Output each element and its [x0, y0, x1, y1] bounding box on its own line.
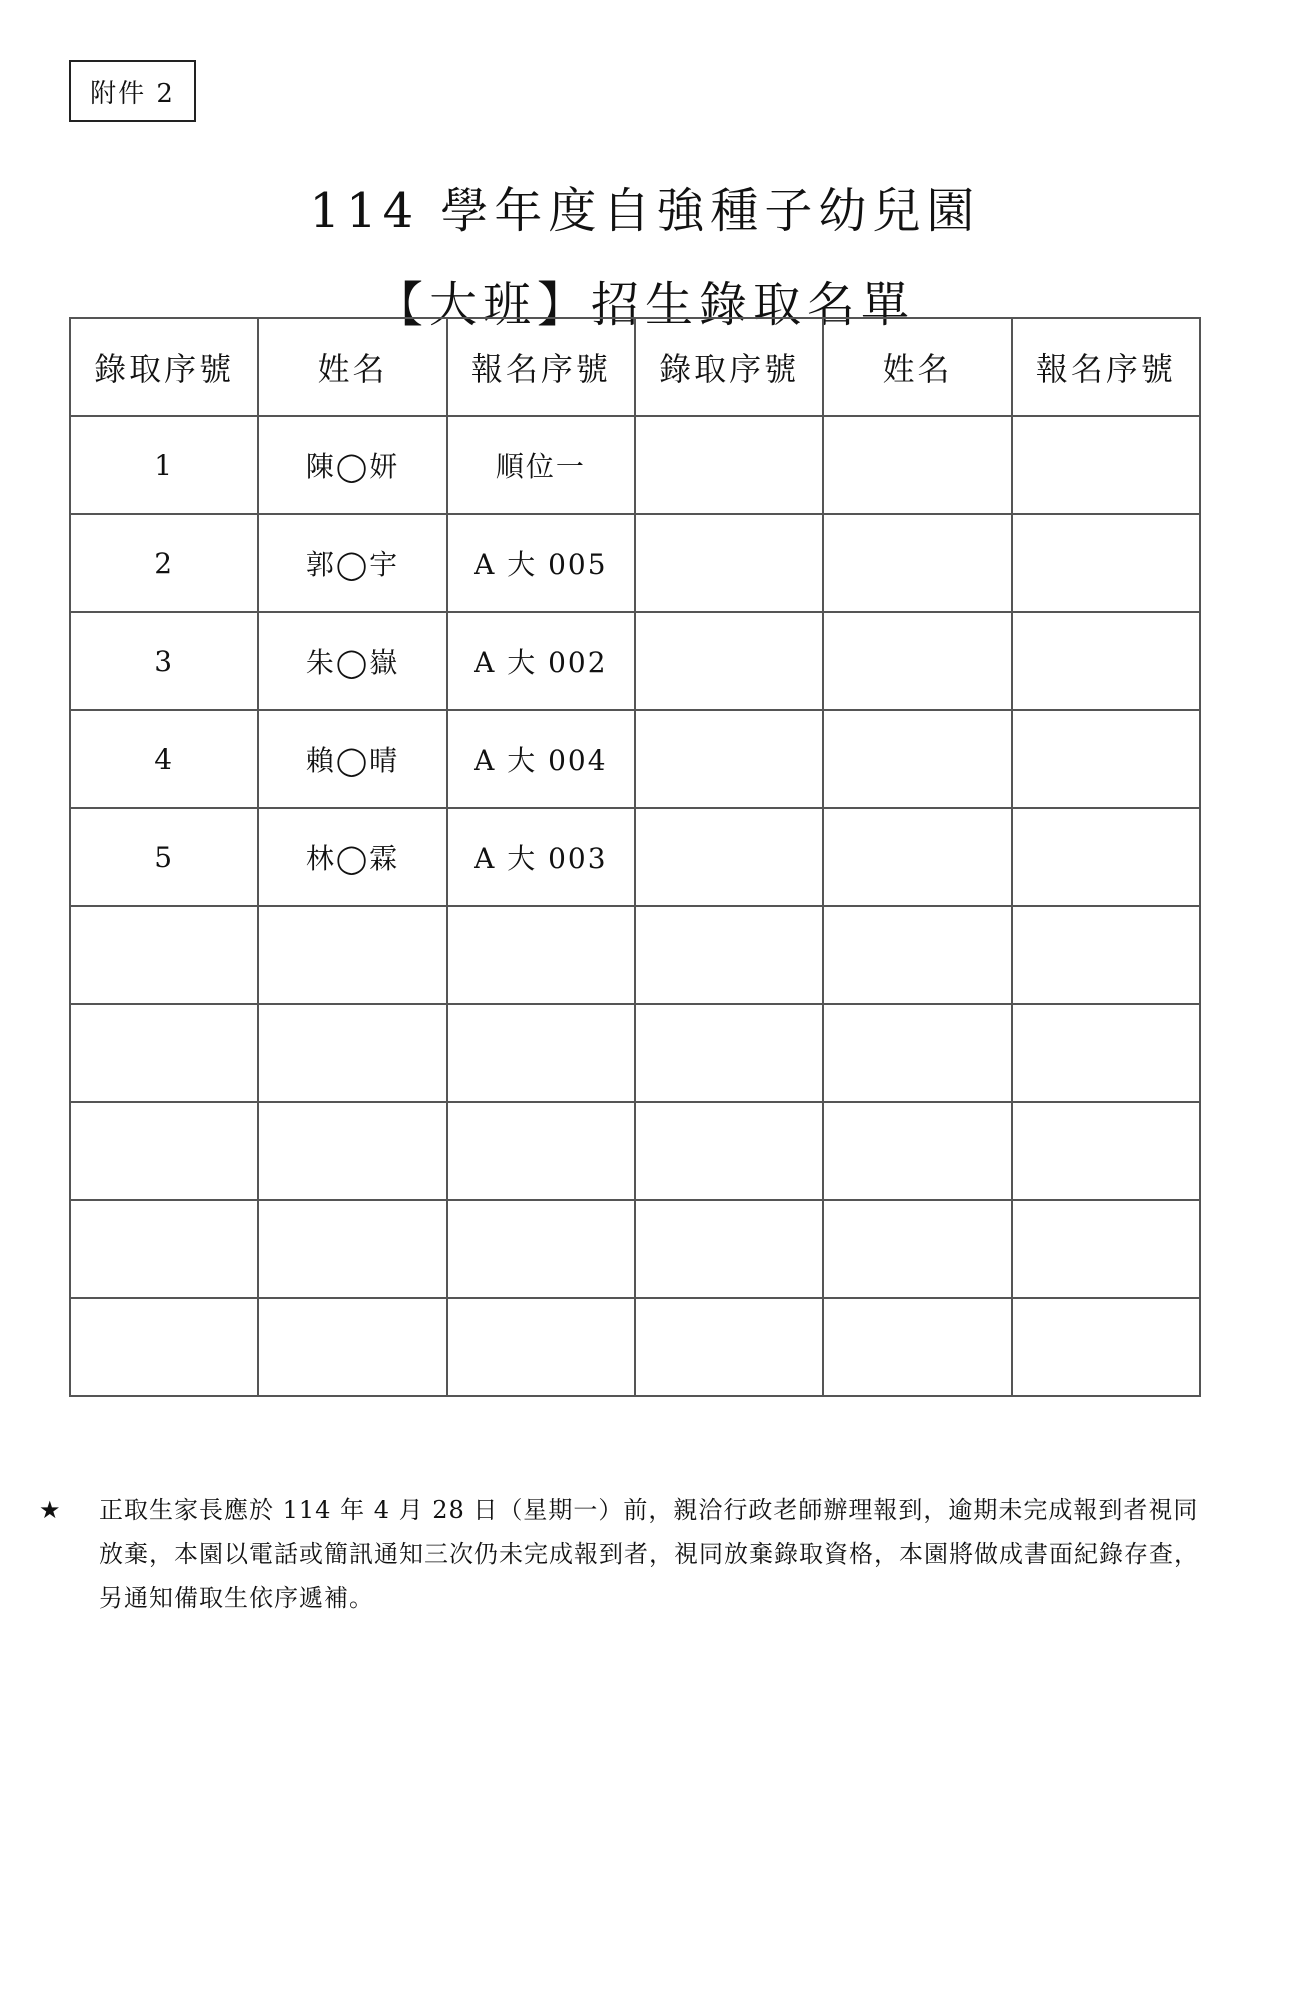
table-row: [70, 808, 1200, 906]
table-row: [70, 416, 1200, 514]
column-header-registration-no-2: 報名序號: [1012, 318, 1200, 416]
table-cell: A 大 003: [447, 808, 635, 906]
table-row: [70, 1102, 1200, 1200]
admission-table: [69, 317, 1201, 1397]
table-cell: [1012, 1298, 1200, 1396]
table-cell: [823, 416, 1011, 514]
table-cell: [70, 1298, 258, 1396]
table-cell: A 大 004: [447, 710, 635, 808]
star-icon: ★: [39, 1496, 62, 1524]
table-cell: [823, 1004, 1011, 1102]
table-cell: 賴◯晴: [258, 710, 446, 808]
note-text: 正取生家長應於 114 年 4 月 28 日（星期一）前，親洽行政老師辦理報到，逾期未完成報到者視同放棄，本園以電話或簡訊通知三次仍未完成報到者，視同放棄錄取資格，本園將做成書面紀錄存查，另通知備取生依序遞補。: [99, 1496, 1199, 1612]
table-cell: [635, 1102, 823, 1200]
table-row: [70, 514, 1200, 612]
page-title: 114 學年度自強種子幼兒園: [309, 183, 981, 240]
table-cell: [1012, 808, 1200, 906]
table-cell: 陳◯妍: [258, 416, 446, 514]
table-cell: 5: [70, 808, 258, 906]
table-cell: [1012, 1102, 1200, 1200]
table-cell: [70, 1102, 258, 1200]
table-cell: [823, 710, 1011, 808]
table-cell: [447, 1102, 635, 1200]
table-cell: [635, 906, 823, 1004]
table-cell: [1012, 1004, 1200, 1102]
table-cell: [258, 1298, 446, 1396]
table-cell: [635, 514, 823, 612]
table-cell: 1: [70, 416, 258, 514]
table-cell: A 大 005: [447, 514, 635, 612]
table-row: [70, 710, 1200, 808]
table-cell: 林◯霖: [258, 808, 446, 906]
attachment-label: 附件 2: [69, 60, 196, 122]
table-cell: [258, 1102, 446, 1200]
table-cell: [635, 612, 823, 710]
table-body: [70, 416, 1200, 1396]
column-header-name: 姓名: [258, 318, 446, 416]
table-row: [70, 1298, 1200, 1396]
table-cell: [258, 1200, 446, 1298]
table-cell: 朱◯嶽: [258, 612, 446, 710]
table-cell: [1012, 612, 1200, 710]
table-cell: [70, 1004, 258, 1102]
table-cell: [635, 710, 823, 808]
table-cell: [1012, 416, 1200, 514]
table-cell: [258, 906, 446, 1004]
admission-note: [39, 1488, 1219, 1620]
note-text-block: [39, 1488, 1219, 1620]
table-cell: [635, 808, 823, 906]
table-cell: [258, 1004, 446, 1102]
column-header-name-2: 姓名: [823, 318, 1011, 416]
column-header-admission-no-2: 錄取序號: [635, 318, 823, 416]
table-cell: [823, 906, 1011, 1004]
table-cell: [635, 416, 823, 514]
table-row: [70, 1200, 1200, 1298]
table-cell: 2: [70, 514, 258, 612]
table-cell: [70, 1200, 258, 1298]
table-row: [70, 612, 1200, 710]
table-cell: [635, 1298, 823, 1396]
table-cell: [823, 1200, 1011, 1298]
table-cell: [823, 612, 1011, 710]
table-cell: [447, 1004, 635, 1102]
table-cell: [1012, 514, 1200, 612]
table-cell: [823, 1298, 1011, 1396]
table-cell: [823, 514, 1011, 612]
page-subtitle: 【大班】招生錄取名單: [374, 276, 915, 333]
table-cell: [1012, 1200, 1200, 1298]
table-cell: 順位一: [447, 416, 635, 514]
table-cell: A 大 002: [447, 612, 635, 710]
table-header-row: [70, 318, 1200, 416]
table-cell: [823, 808, 1011, 906]
table-cell: 3: [70, 612, 258, 710]
column-header-admission-no: 錄取序號: [70, 318, 258, 416]
table-cell: [1012, 710, 1200, 808]
table-cell: [1012, 906, 1200, 1004]
table-cell: [823, 1102, 1011, 1200]
table-cell: [70, 906, 258, 1004]
table-cell: [447, 1298, 635, 1396]
table-cell: 郭◯宇: [258, 514, 446, 612]
table-cell: 4: [70, 710, 258, 808]
table-row: [70, 906, 1200, 1004]
table-cell: [635, 1004, 823, 1102]
table-row: [70, 1004, 1200, 1102]
table-cell: [635, 1200, 823, 1298]
table-cell: [447, 906, 635, 1004]
table-cell: [447, 1200, 635, 1298]
column-header-registration-no: 報名序號: [447, 318, 635, 416]
